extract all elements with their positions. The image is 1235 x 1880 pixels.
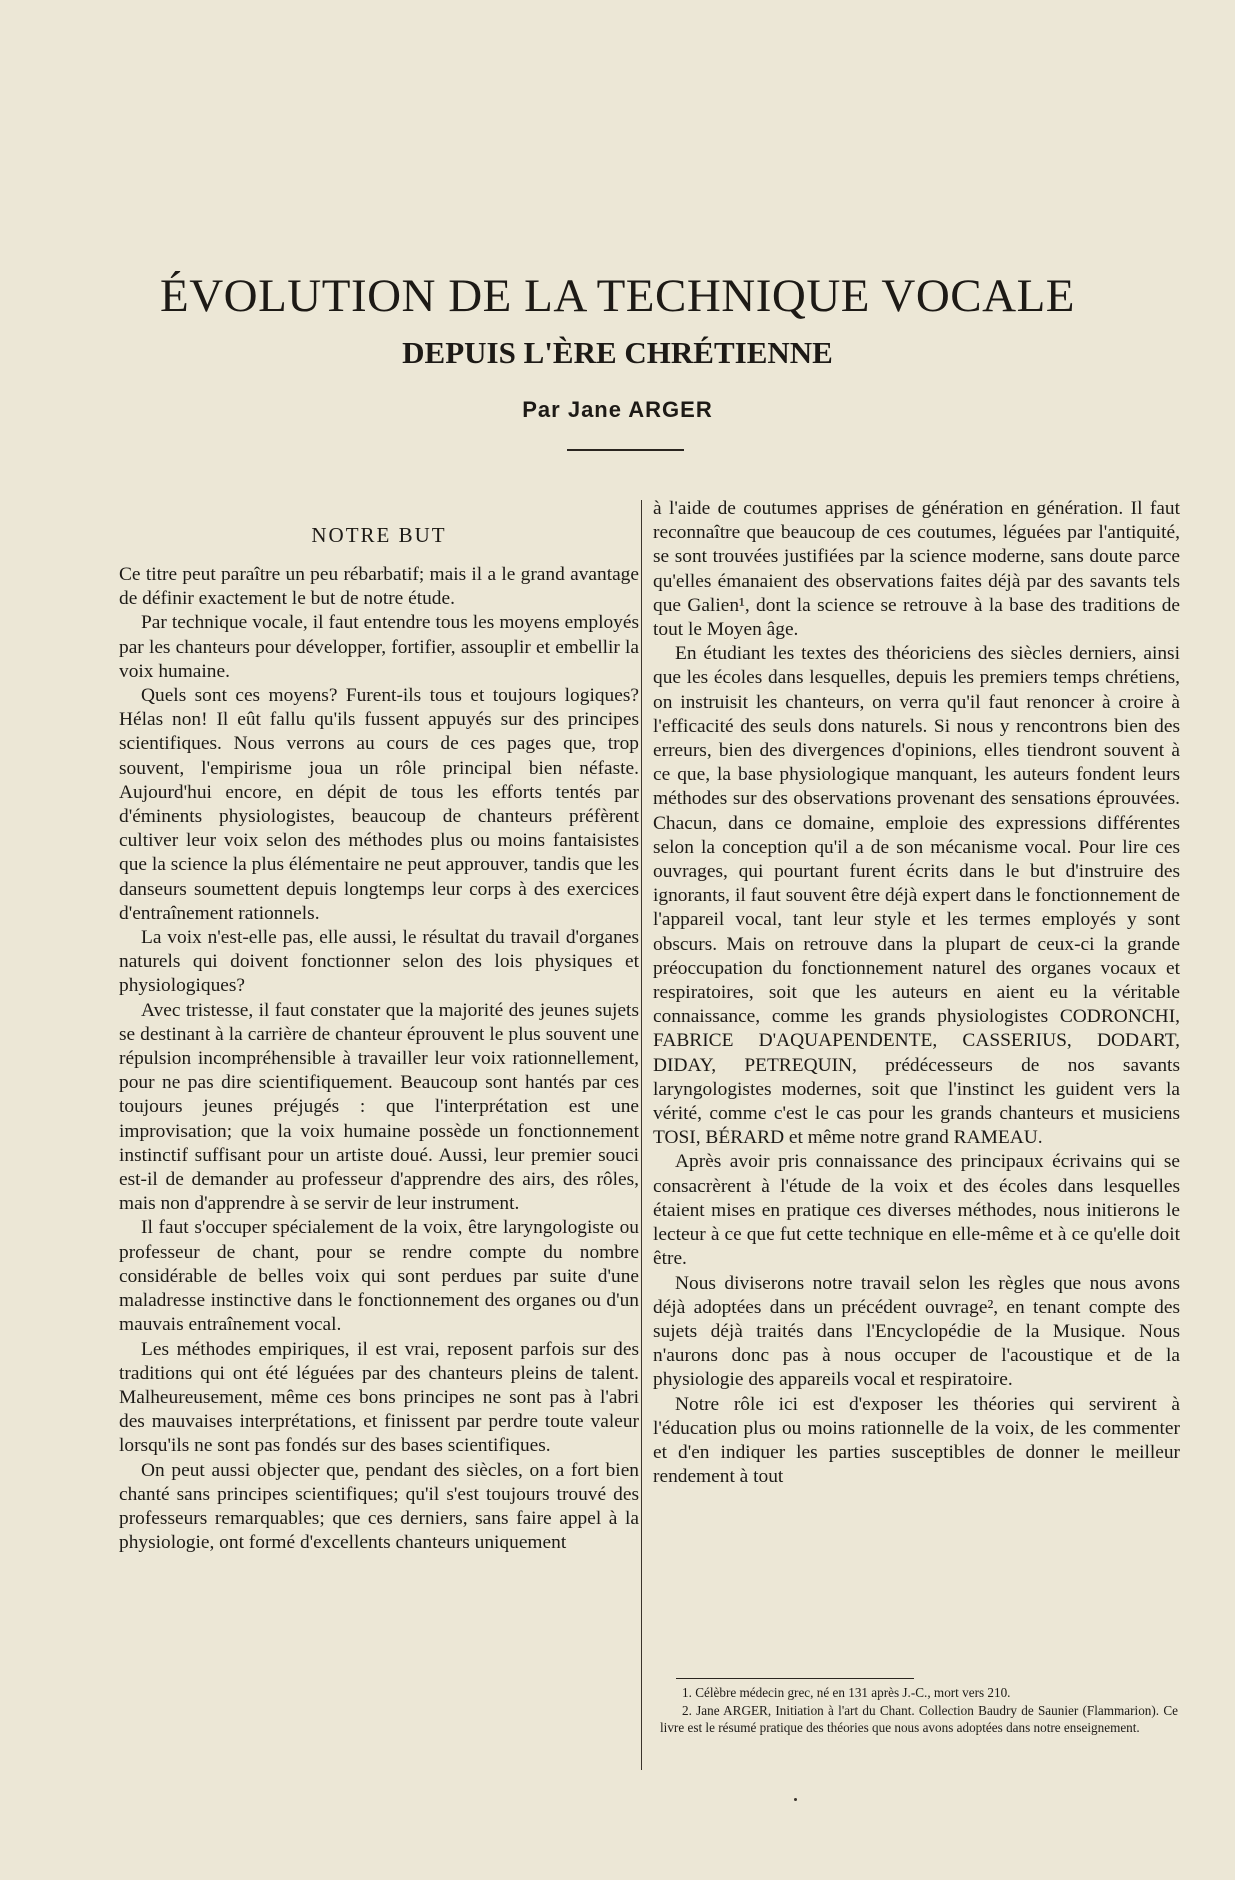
paragraph: On peut aussi objecter que, pendant des siècles, on a fort bien chanté sans principes scientifiques; qu'il s'est toujours trouvé des professeurs remarquables; que ces derniers, sans faire appel à la physiologie, ont formé d'excellents chanteurs uniquement <box>119 1459 639 1554</box>
paragraph: Les méthodes empiriques, il est vrai, reposent parfois sur des traditions qui ont été léguées par des chanteurs pleins de talent. Malheureusement, même ces bons principes ne sont pas à l'abri des mauvaises interprétations, et finissent par perdre toute valeur lorsqu'ils ne sont pas fondés sur des bases scientifiques. <box>119 1338 639 1457</box>
page-mark <box>794 1798 797 1801</box>
paragraph: Notre rôle ici est d'exposer les théories qui servirent à l'éducation plus ou moins rationnelle de la voix, de les commenter et d'en indiquer les parties susceptibles de donner le meilleur rendement à tout <box>653 1393 1180 1488</box>
article-title: ÉVOLUTION DE LA TECHNIQUE VOCALE <box>160 270 1075 322</box>
paragraph: La voix n'est-elle pas, elle aussi, le résultat du travail d'organes naturels qui doivent fonctionner selon des lois physiques et physiologiques? <box>119 927 639 997</box>
right-column <box>653 497 1180 1489</box>
section-heading: NOTRE BUT <box>311 523 447 547</box>
footnotes <box>660 1684 1178 1737</box>
paragraph: Par technique vocale, il faut entendre tous les moyens employés par les chanteurs pour développer, fortifier, assouplir et embellir la voix humaine. <box>119 612 639 682</box>
footnote: 1. Célèbre médecin grec, né en 131 après J.-C., mort vers 210. <box>682 1685 1011 1700</box>
column-divider <box>641 500 642 1770</box>
paragraph: Après avoir pris connaissance des principaux écrivains qui se consacrèrent à l'étude de la voix et des écoles dans lesquelles étaient mises en pratique ces diverses méthodes, nous initierons le lecteur à ce que fut cette technique en elle-même et à ce qu'elle doit être. <box>653 1151 1180 1270</box>
paragraph: En étudiant les textes des théoriciens des siècles derniers, ainsi que les écoles dans lesquelles, depuis les premiers temps chrétiens, on instruisit les chanteurs, on verra qu'il faut renoncer à croire à l'efficacité des seuls dons naturels. Si nous y rencontrons bien des erreurs, bien des divergences d'opinions, elles tiendront souvent à ce que, la base physiologique manquant, les auteurs fondent leurs méthodes sur des observations provenant des sensations éprouvées. Chacun, dans ce domaine, emploie des expressions différentes selon la conception qu'il a de son mécanisme vocal. Pour lire ces ouvrages, qui pourtant furent écrits dans le but d'instruire des ignorants, il faut souvent être déjà expert dans le fonctionnement de l'appareil vocal, tant leur style et les termes employés y sont obscurs. Mais on retrouve dans la plupart de ceux-ci la grande préoccupation du fonctionnement naturel des organes vocaux et respiratoires, soit que les auteurs en aient eu la véritable connaissance, comme les grands physiologistes CODRONCHI, FABRICE D'AQUAPENDENTE, CASSERIUS, DODART, DIDAY, PETREQUIN, prédécesseurs de nos savants laryngologistes modernes, soit que l'instinct les guident vers la vérité, comme c'est le cas pour les grands chanteurs et musiciens TOSI, BÉRARD et même notre grand RAMEAU. <box>653 643 1180 1149</box>
paragraph: Nous diviserons notre travail selon les règles que nous avons déjà adoptées dans un précédent ouvrage², en tenant compte des sujets déjà traités dans l'Encyclopédie de la Musique. Nous n'aurons donc pas à nous occuper de l'acoustique et de la physiologie des appareils vocal et respiratoire. <box>653 1272 1180 1391</box>
title-rule <box>567 449 684 451</box>
author-byline: Par Jane ARGER <box>522 397 713 422</box>
paragraph: Avec tristesse, il faut constater que la majorité des jeunes sujets se destinant à la carrière de chanteur éprouvent le plus souvent une répulsion incompréhensible à travailler leur voix rationnellement, pour ne pas dire scientifiquement. Beaucoup sont hantés par ces toujours jeunes préjugés : que l'interprétation est une improvisation; que la voix humaine possède un fonctionnement instinctif suffisant pour un artiste doué. Aussi, leur premier souci est-il de demander au professeur d'apprendre des airs, des rôles, mais non d'apprendre à se servir de leur instrument. <box>119 999 639 1215</box>
paragraph: à l'aide de coutumes apprises de génération en génération. Il faut reconnaître que beaucoup de ces coutumes, léguées par l'antiquité, se sont trouvées justifiées par la science moderne, sans doute parce qu'elles émanaient des observations faites déjà par des savants tels que Galien¹, dont la science se retrouve à la base des traditions de tout le Moyen âge. <box>653 498 1180 641</box>
paragraph: Il faut s'occuper spécialement de la voix, être laryngologiste ou professeur de chant, pour se rendre compte du nombre considérable de belles voix qui sont perdues par suite d'une maladresse instinctive dans le fonctionnement des organes ou d'un mauvais entraînement vocal. <box>119 1217 639 1336</box>
paragraph: Quels sont ces moyens? Furent-ils tous et toujours logiques? Hélas non! Il eût fallu qu'ils fussent appuyés sur des principes scientifiques. Nous verrons au cours de ces pages que, trop souvent, l'empirisme joua un rôle principal bien néfaste. Aujourd'hui encore, en dépit de tous les efforts tentés par d'éminents physiologistes, beaucoup de chanteurs préfèrent cultiver leur voix selon des méthodes plus ou moins fantaisistes que la science la plus élémentaire ne peut approuver, tandis que les danseurs soumettent depuis longtemps leur corps à des exercices d'entraînement rationnels. <box>119 685 639 924</box>
left-column <box>119 497 639 1555</box>
footnote: 2. Jane ARGER, Initiation à l'art du Chant. Collection Baudry de Saunier (Flammarion). Ce livre est le résumé pratique des théories que nous avons adoptées dans notre enseignement. <box>660 1702 1178 1735</box>
article-subtitle: DEPUIS L'ÈRE CHRÉTIENNE <box>402 335 833 370</box>
paragraph: Ce titre peut paraître un peu rébarbatif; mais il a le grand avantage de définir exactement le but de notre étude. <box>119 564 639 610</box>
footnote-rule <box>676 1678 914 1679</box>
